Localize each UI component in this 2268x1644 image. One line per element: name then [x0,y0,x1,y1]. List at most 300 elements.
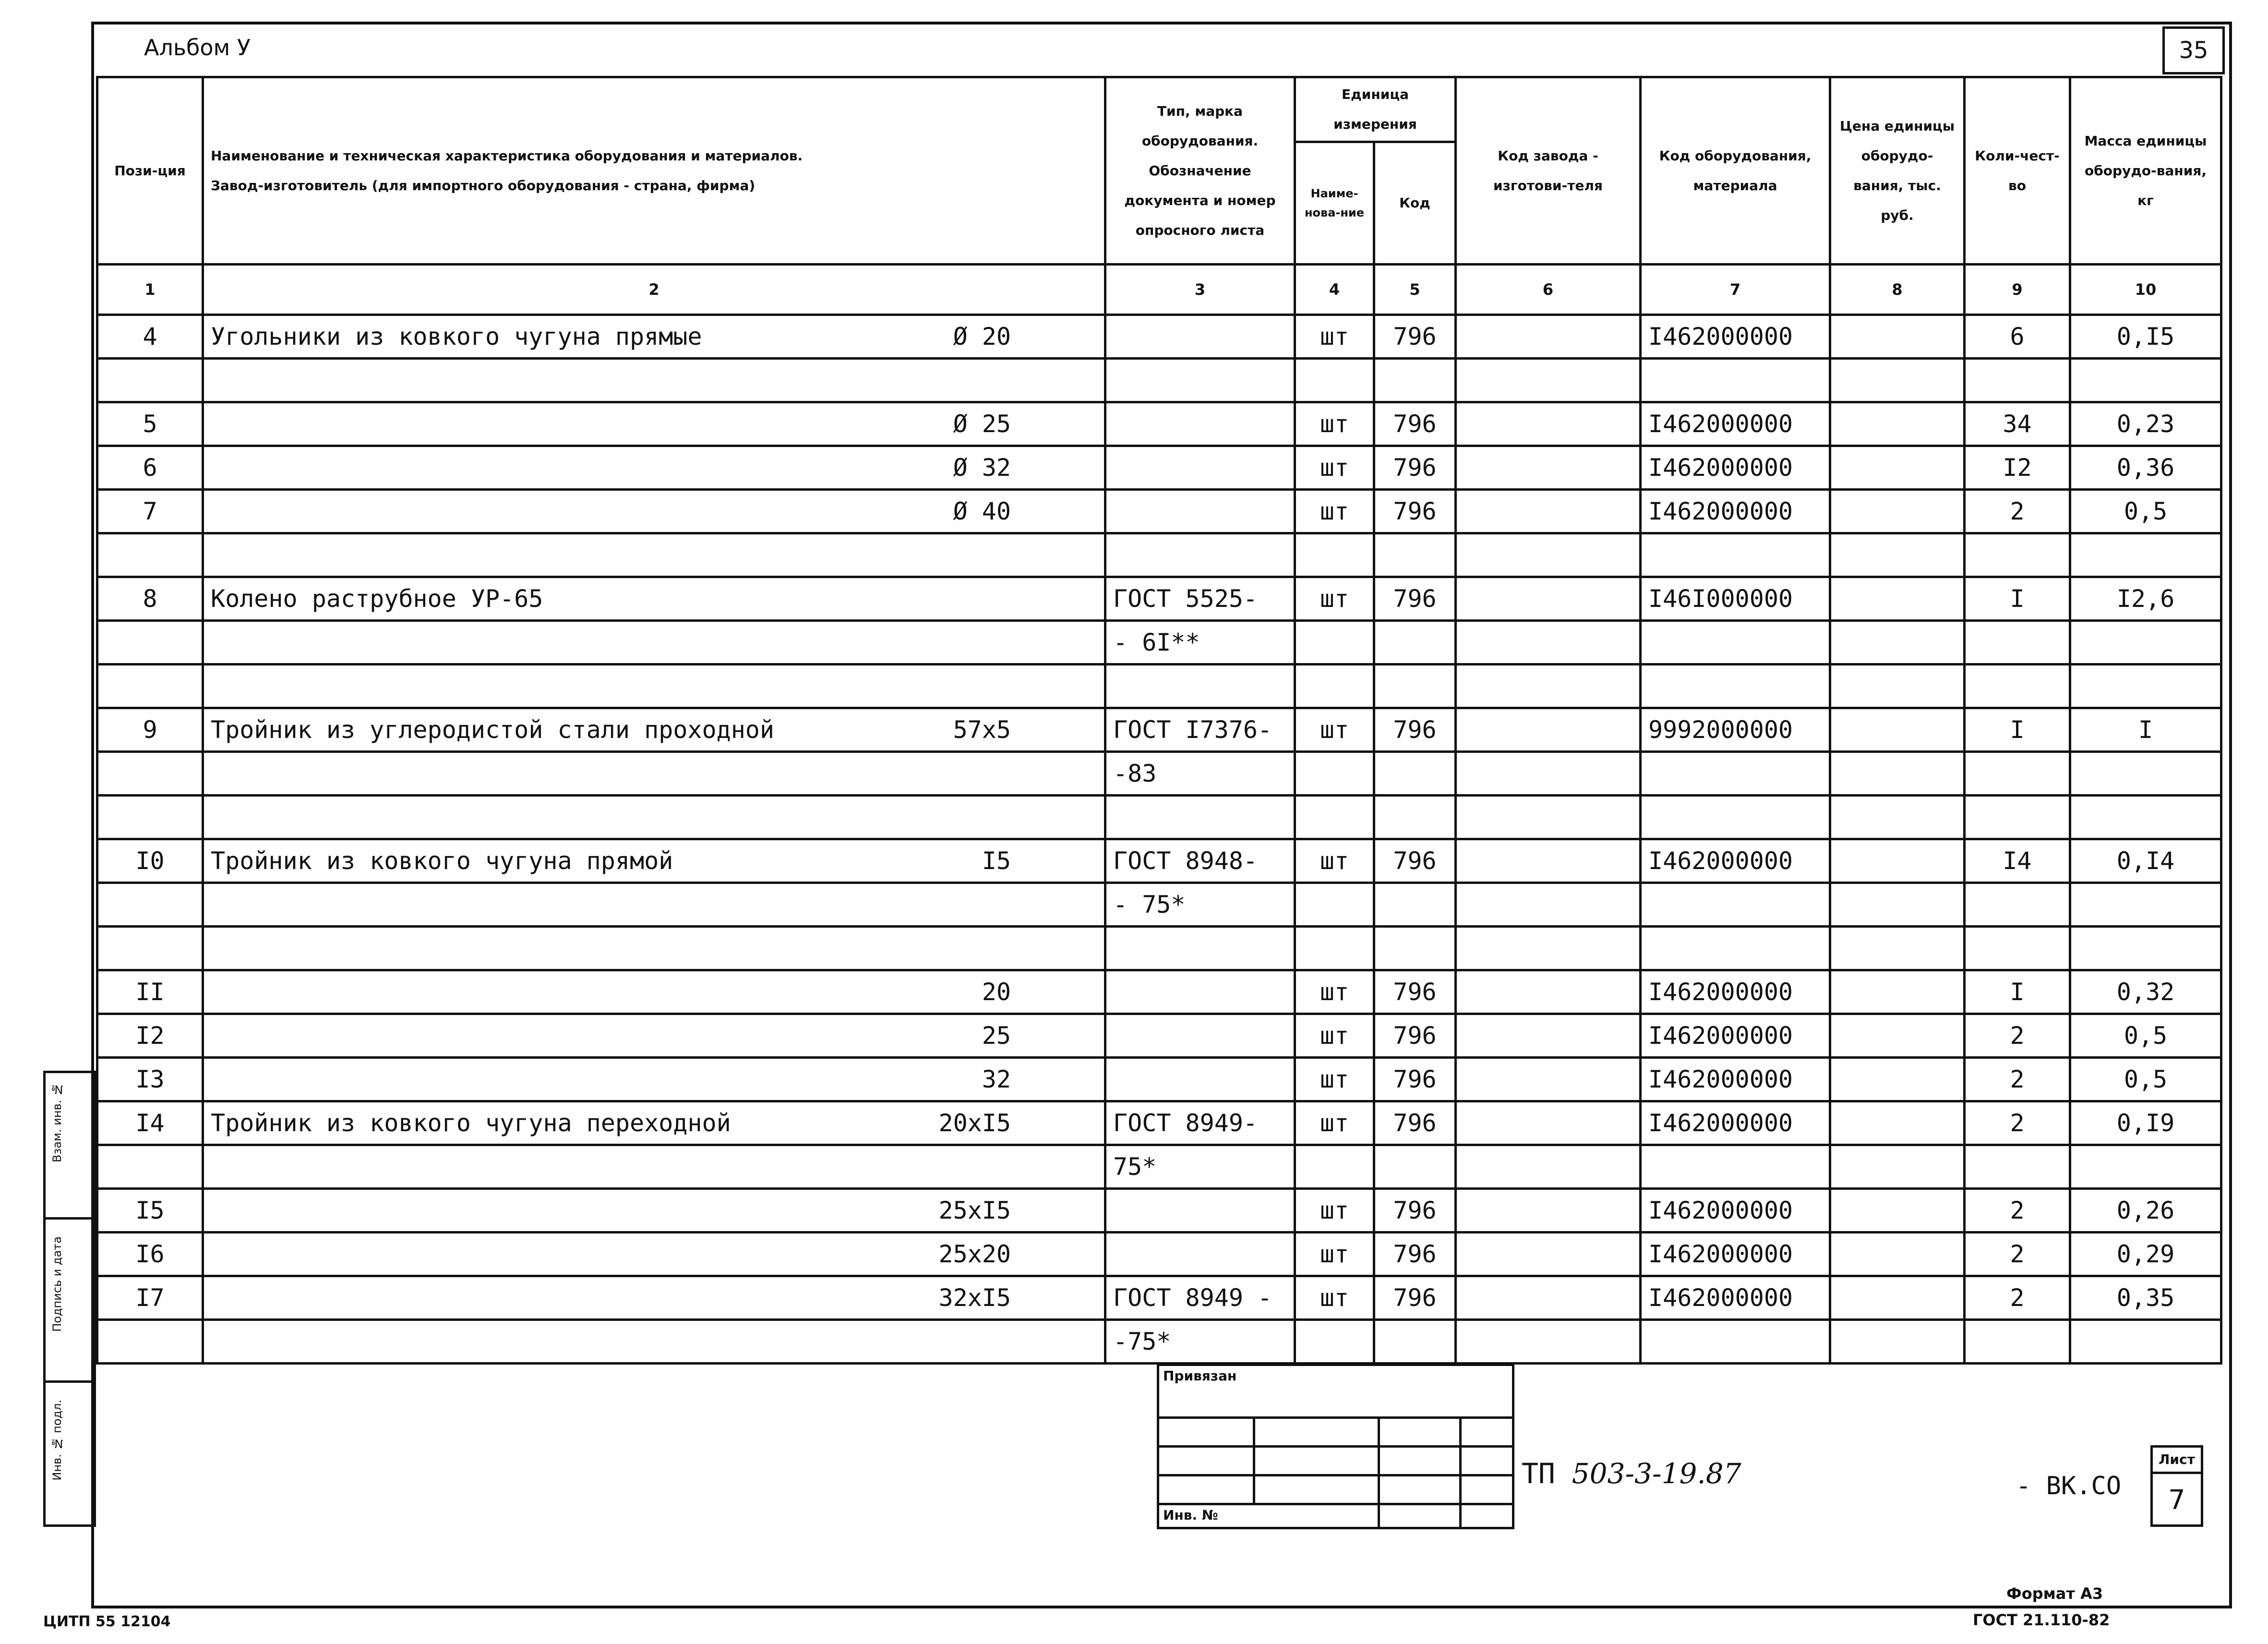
table-row [97,402,2221,446]
mass-cell: 0,5 [2070,490,2221,533]
quantity-cell: 2 [1965,1233,2070,1276]
name-cell [203,1014,1105,1058]
mass-cell [2070,665,2221,708]
quantity-cell: 2 [1965,490,2070,533]
sheet-box [2150,1445,2203,1527]
equipment-code-cell [1641,883,1830,927]
unit-cell [1295,883,1374,927]
position-cell: I5 [97,1189,203,1233]
item-size: Ø 32 [953,454,1011,482]
equipment-code-cell: I462000000 [1641,490,1830,533]
unit-cell: шт [1295,1101,1374,1145]
mass-cell [2070,752,2221,796]
position-cell [97,752,203,796]
unit-code-cell: 796 [1374,402,1456,446]
plant-code-cell [1456,883,1641,927]
header-plant-code: Код завода - изготови-теля [1456,77,1641,265]
mass-cell: 0,23 [2070,402,2221,446]
document-cell: ГОСТ 5525- [1105,577,1295,621]
stamp-cell [1254,1475,1379,1504]
name-cell [203,621,1105,665]
mass-cell [2070,883,2221,927]
document-cell: - 75* [1105,883,1295,927]
stamp-cell [1379,1504,1461,1528]
unit-cell [1295,796,1374,839]
name-cell [203,796,1105,839]
unit-cell [1295,752,1374,796]
unit-code-cell [1374,796,1456,839]
table-row [97,621,2221,665]
document-cell: - 6I** [1105,621,1295,665]
unit-code-cell: 796 [1374,577,1456,621]
quantity-cell: 2 [1965,1189,2070,1233]
document-cell [1105,1058,1295,1101]
side-divider [46,1380,94,1383]
position-cell: 9 [97,708,203,752]
unit-code-cell: 796 [1374,1014,1456,1058]
price-cell [1830,1145,1965,1189]
plant-code-cell [1456,927,1641,970]
document-cell: ГОСТ 8949- [1105,1101,1295,1145]
stamp-cell [1461,1475,1513,1504]
table-row [97,446,2221,490]
approval-stamp [1157,1364,1514,1529]
unit-code-cell: 796 [1374,1276,1456,1320]
quantity-cell [1965,796,2070,839]
equipment-code-cell [1641,665,1830,708]
document-cell [1105,1189,1295,1233]
position-cell [97,927,203,970]
plant-code-cell [1456,708,1641,752]
footer-format: Формат А3 [2006,1584,2103,1603]
price-cell [1830,359,1965,402]
header-position: Пози-ция [97,77,203,265]
column-number: 6 [1456,265,1641,315]
side-divider [46,1217,94,1220]
price-cell [1830,1058,1965,1101]
stamp-cell [1461,1447,1513,1475]
plant-code-cell [1456,839,1641,883]
table-row [97,359,2221,402]
document-cell [1105,927,1295,970]
document-cell [1105,315,1295,359]
unit-code-cell [1374,621,1456,665]
table-row [97,839,2221,883]
price-cell [1830,883,1965,927]
equipment-code-cell: I462000000 [1641,1189,1830,1233]
mass-cell: 0,36 [2070,446,2221,490]
quantity-cell [1965,1145,2070,1189]
table-row [97,1014,2221,1058]
header-price: Цена единицы оборудо-вания, тыс. руб. [1830,77,1965,265]
unit-cell [1295,359,1374,402]
stamp-cell [1254,1418,1379,1447]
unit-cell: шт [1295,1189,1374,1233]
quantity-cell [1965,1320,2070,1364]
equipment-code-cell [1641,533,1830,577]
position-cell [97,359,203,402]
mass-cell: 0,I5 [2070,315,2221,359]
plant-code-cell [1456,621,1641,665]
item-size: Ø 20 [953,323,1011,351]
mass-cell: 0,26 [2070,1189,2221,1233]
quantity-cell: 34 [1965,402,2070,446]
column-number: 8 [1830,265,1965,315]
stamp-linked-label: Привязан [1158,1365,1513,1418]
price-cell [1830,315,1965,359]
quantity-cell [1965,927,2070,970]
table-row [97,796,2221,839]
unit-cell [1295,621,1374,665]
mass-cell: 0,35 [2070,1276,2221,1320]
table-row [97,1145,2221,1189]
footer-code: ЦИТП 55 12104 [43,1613,171,1630]
item-name: Тройник из ковкого чугуна переходной [211,1109,731,1137]
stamp-cell [1158,1475,1254,1504]
price-cell [1830,796,1965,839]
quantity-cell: I [1965,708,2070,752]
equipment-code-cell: 9992000000 [1641,708,1830,752]
position-cell: 5 [97,402,203,446]
position-cell [97,621,203,665]
name-cell [203,1320,1105,1364]
stamp-cell [1254,1447,1379,1475]
column-number: 1 [97,265,203,315]
column-number: 9 [1965,265,2070,315]
header-equipment-code: Код оборудования, материала [1641,77,1830,265]
document-mark: - ВК.СО [2016,1472,2122,1500]
equipment-code-cell: I462000000 [1641,970,1830,1014]
unit-cell: шт [1295,708,1374,752]
item-size: I5 [982,847,1011,875]
position-cell: I6 [97,1233,203,1276]
plant-code-cell [1456,796,1641,839]
price-cell [1830,446,1965,490]
column-numbers-row [97,265,2221,315]
plant-code-cell [1456,577,1641,621]
position-cell [97,1145,203,1189]
document-cell: 75* [1105,1145,1295,1189]
equipment-code-cell [1641,359,1830,402]
unit-code-cell [1374,665,1456,708]
unit-code-cell [1374,883,1456,927]
price-cell [1830,621,1965,665]
mass-cell: 0,5 [2070,1014,2221,1058]
item-name: Тройник из ковкого чугуна прямой [211,847,673,875]
header-unit-code: Код [1374,142,1456,265]
unit-cell [1295,533,1374,577]
price-cell [1830,665,1965,708]
table-row [97,1101,2221,1145]
plant-code-cell [1456,970,1641,1014]
table-row [97,665,2221,708]
quantity-cell [1965,533,2070,577]
equipment-code-cell: I46I000000 [1641,577,1830,621]
header-unit-name: Наиме-нова-ние [1295,142,1374,265]
name-cell [203,1233,1105,1276]
price-cell [1830,1014,1965,1058]
document-cell: -75* [1105,1320,1295,1364]
position-cell [97,883,203,927]
plant-code-cell [1456,490,1641,533]
stamp-cell [1461,1418,1513,1447]
document-cell [1105,665,1295,708]
unit-code-cell [1374,533,1456,577]
equipment-code-cell [1641,752,1830,796]
document-cell: ГОСТ 8949 - [1105,1276,1295,1320]
header-mass: Масса единицы оборудо-вания, кг [2070,77,2221,265]
name-cell [203,446,1105,490]
quantity-cell [1965,621,2070,665]
equipment-code-cell: I462000000 [1641,839,1830,883]
name-cell [203,1189,1105,1233]
unit-cell: шт [1295,315,1374,359]
document-cell [1105,359,1295,402]
quantity-cell [1965,752,2070,796]
side-label-inventory: Инв. № подл. [50,1400,64,1481]
plant-code-cell [1456,1058,1641,1101]
quantity-cell: 6 [1965,315,2070,359]
document-designation [1522,1457,1741,1490]
table-row [97,1058,2221,1101]
mass-cell [2070,359,2221,402]
price-cell [1830,1101,1965,1145]
name-cell [203,1145,1105,1189]
plant-code-cell [1456,446,1641,490]
mass-cell: 0,32 [2070,970,2221,1014]
unit-code-cell: 796 [1374,839,1456,883]
position-cell: 6 [97,446,203,490]
unit-cell: шт [1295,402,1374,446]
unit-cell: шт [1295,446,1374,490]
table-row [97,708,2221,752]
price-cell [1830,1189,1965,1233]
price-cell [1830,970,1965,1014]
item-size: 20xI5 [938,1109,1011,1137]
unit-cell [1295,665,1374,708]
mass-cell: 0,I4 [2070,839,2221,883]
mass-cell [2070,533,2221,577]
unit-code-cell: 796 [1374,1189,1456,1233]
stamp-cell [1379,1475,1461,1504]
unit-code-cell: 796 [1374,1233,1456,1276]
plant-code-cell [1456,1014,1641,1058]
name-cell [203,1276,1105,1320]
equipment-code-cell: I462000000 [1641,1058,1830,1101]
header-name-line2: Завод-изготовитель (для импортного оборудования - страна, фирма) [211,177,756,193]
unit-cell [1295,927,1374,970]
equipment-code-cell: I462000000 [1641,1233,1830,1276]
plant-code-cell [1456,359,1641,402]
price-cell [1830,752,1965,796]
table-row [97,1320,2221,1364]
name-cell [203,927,1105,970]
name-cell [203,708,1105,752]
quantity-cell: I [1965,577,2070,621]
unit-code-cell [1374,1320,1456,1364]
item-name: Угольники из ковкого чугуна прямые [211,323,702,351]
item-size: 32xI5 [938,1284,1011,1312]
price-cell [1830,577,1965,621]
name-cell [203,665,1105,708]
position-cell: I7 [97,1276,203,1320]
plant-code-cell [1456,1189,1641,1233]
position-cell [97,665,203,708]
header-type: Тип, марка оборудования. Обозначение документа и номер опросного листа [1105,77,1295,265]
footer-gost: ГОСТ 21.110-82 [1973,1611,2110,1629]
equipment-code-cell [1641,796,1830,839]
plant-code-cell [1456,1320,1641,1364]
document-cell [1105,1014,1295,1058]
equipment-code-cell [1641,621,1830,665]
plant-code-cell [1456,1233,1641,1276]
position-cell [97,1320,203,1364]
unit-cell: шт [1295,1276,1374,1320]
quantity-cell [1965,665,2070,708]
unit-cell: шт [1295,839,1374,883]
unit-cell: шт [1295,1058,1374,1101]
position-cell: I0 [97,839,203,883]
price-cell [1830,708,1965,752]
item-size: 32 [982,1065,1011,1093]
name-cell [203,533,1105,577]
unit-cell: шт [1295,490,1374,533]
price-cell [1830,533,1965,577]
plant-code-cell [1456,1145,1641,1189]
plant-code-cell [1456,402,1641,446]
name-cell [203,1101,1105,1145]
column-number: 4 [1295,265,1374,315]
item-size: 25 [982,1022,1011,1050]
price-cell [1830,402,1965,446]
table-row [97,533,2221,577]
price-cell [1830,490,1965,533]
header-name [203,77,1105,265]
name-cell [203,359,1105,402]
mass-cell [2070,1145,2221,1189]
document-cell [1105,970,1295,1014]
document-cell: ГОСТ I7376- [1105,708,1295,752]
item-size: 25x20 [938,1240,1011,1268]
equipment-code-cell: I462000000 [1641,1276,1830,1320]
document-cell: -83 [1105,752,1295,796]
plant-code-cell [1456,533,1641,577]
price-cell [1830,927,1965,970]
document-cell [1105,490,1295,533]
plant-code-cell [1456,752,1641,796]
name-cell [203,883,1105,927]
doc-number: 503-3-19.87 [1572,1457,1741,1490]
side-label-replace: Взам. инв. № [50,1083,64,1162]
table-row [97,577,2221,621]
item-size: 57x5 [953,716,1011,744]
unit-code-cell: 796 [1374,490,1456,533]
quantity-cell: 2 [1965,1014,2070,1058]
mass-cell [2070,927,2221,970]
equipment-code-cell [1641,1145,1830,1189]
equipment-code-cell [1641,927,1830,970]
position-cell: 4 [97,315,203,359]
unit-code-cell: 796 [1374,1101,1456,1145]
mass-cell [2070,796,2221,839]
unit-code-cell: 796 [1374,315,1456,359]
quantity-cell: I2 [1965,446,2070,490]
mass-cell: 0,I9 [2070,1101,2221,1145]
plant-code-cell [1456,1276,1641,1320]
quantity-cell: 2 [1965,1058,2070,1101]
header-unit-group: Единица измерения [1295,77,1456,142]
name-cell [203,402,1105,446]
table-row [97,970,2221,1014]
name-cell [203,315,1105,359]
header-name-line1: Наименование и техническая характеристика оборудования и материалов. [211,147,803,164]
unit-cell: шт [1295,577,1374,621]
price-cell [1830,839,1965,883]
position-cell: I4 [97,1101,203,1145]
position-cell: I3 [97,1058,203,1101]
position-cell [97,796,203,839]
column-number: 5 [1374,265,1456,315]
equipment-code-cell: I462000000 [1641,402,1830,446]
unit-code-cell [1374,927,1456,970]
unit-cell [1295,1145,1374,1189]
quantity-cell: I4 [1965,839,2070,883]
plant-code-cell [1456,665,1641,708]
table-row [97,927,2221,970]
mass-cell: I [2070,708,2221,752]
column-number: 2 [203,265,1105,315]
unit-code-cell: 796 [1374,970,1456,1014]
position-cell: I2 [97,1014,203,1058]
item-size: 25xI5 [938,1197,1011,1224]
mass-cell [2070,1320,2221,1364]
column-number: 7 [1641,265,1830,315]
equipment-code-cell [1641,1320,1830,1364]
unit-cell [1295,1320,1374,1364]
equipment-code-cell: I462000000 [1641,1101,1830,1145]
unit-code-cell [1374,752,1456,796]
mass-cell [2070,621,2221,665]
item-size: 20 [982,978,1011,1006]
unit-code-cell: 796 [1374,708,1456,752]
name-cell [203,839,1105,883]
side-approval-strip [43,1071,96,1527]
position-cell: II [97,970,203,1014]
mass-cell: 0,29 [2070,1233,2221,1276]
item-size: Ø 25 [953,410,1011,438]
name-cell [203,1058,1105,1101]
equipment-code-cell: I462000000 [1641,315,1830,359]
item-size: Ø 40 [953,497,1011,525]
stamp-cell [1379,1447,1461,1475]
item-name: Колено раструбное УР-65 [211,585,543,613]
position-cell: 8 [97,577,203,621]
column-number: 10 [2070,265,2221,315]
document-cell [1105,533,1295,577]
stamp-cell [1379,1418,1461,1447]
quantity-cell: 2 [1965,1276,2070,1320]
price-cell [1830,1320,1965,1364]
side-label-signature: Подпись и дата [50,1236,64,1332]
equipment-code-cell: I462000000 [1641,1014,1830,1058]
specification-table [96,76,2222,1365]
unit-code-cell [1374,1145,1456,1189]
quantity-cell: 2 [1965,1101,2070,1145]
quantity-cell: I [1965,970,2070,1014]
page-number: 35 [2162,26,2225,74]
table-row [97,1189,2221,1233]
name-cell [203,752,1105,796]
